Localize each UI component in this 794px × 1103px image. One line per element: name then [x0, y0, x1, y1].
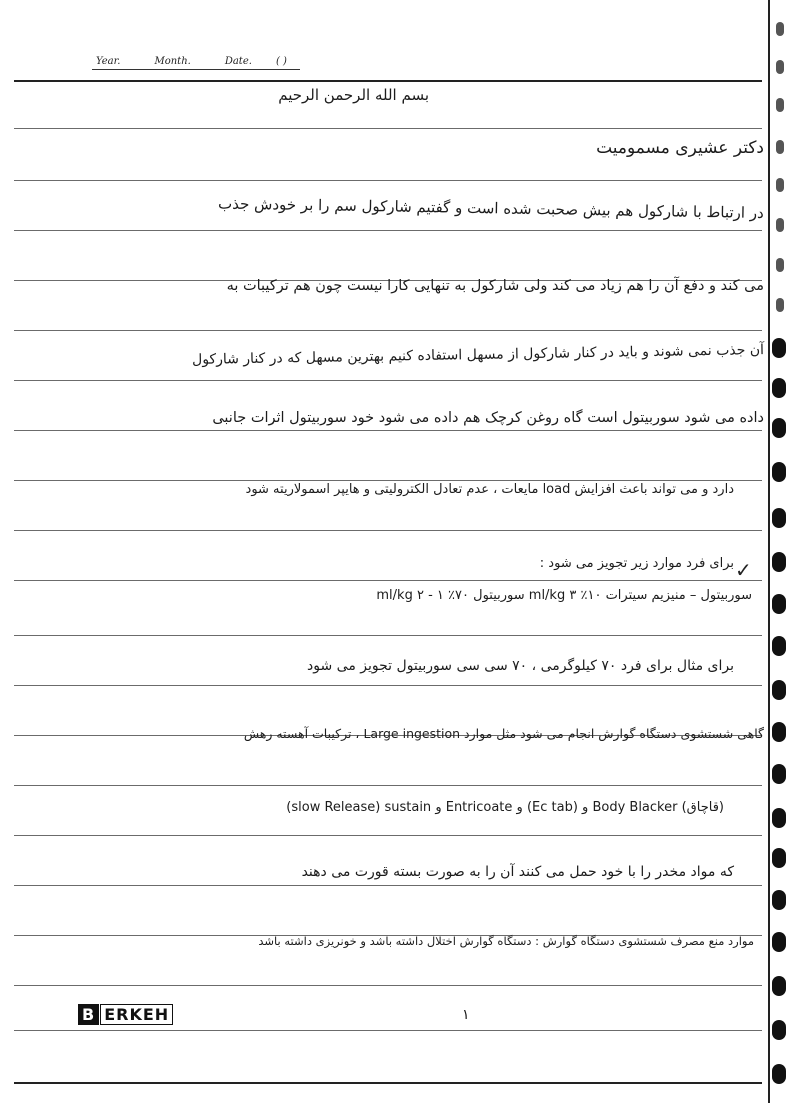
- date-label: Date.: [224, 56, 252, 67]
- punch-hole-icon: [772, 890, 786, 910]
- text-line: برای فرد موارد زیر تجویز می شود :: [539, 556, 734, 571]
- ruled-line: [14, 685, 762, 686]
- bismillah-line: بسم الله الرحمن الرحیم: [278, 86, 429, 104]
- text-line: در ارتباط با شارکول هم بیش صحبت شده است و گفتیم شارکول سم را بر خودش جذب: [218, 194, 765, 222]
- punch-hole-icon: [772, 722, 786, 742]
- punch-hole-icon: [772, 976, 786, 996]
- ruled-line: [14, 80, 762, 82]
- punch-hole-icon: [776, 22, 784, 36]
- punch-hole-icon: [772, 808, 786, 828]
- page-number: ۱: [462, 1007, 470, 1023]
- text-line: گاهی شستشوی دستگاه گوارش انجام می شود مثل موارد Large ingestion ، ترکیبات آهسته رهش: [243, 726, 764, 741]
- check-mark-icon: ✓: [735, 558, 752, 582]
- punch-hole-icon: [772, 1064, 786, 1084]
- ruled-line: [14, 835, 762, 836]
- ruled-line: [14, 985, 762, 986]
- ruled-line: [14, 580, 762, 581]
- text-line: (slow Release) sustain و Entricoate و (Ec tab) و Body Blacker (قاچاق): [286, 800, 724, 815]
- punch-hole-icon: [772, 1020, 786, 1040]
- punch-hole-icon: [776, 218, 784, 232]
- punch-hole-icon: [772, 636, 786, 656]
- punch-hole-icon: [772, 338, 786, 358]
- punch-hole-icon: [772, 848, 786, 868]
- punch-hole-icon: [776, 140, 784, 154]
- ruled-line: [14, 230, 762, 231]
- heading-line: دکتر عشیری مسمومیت: [596, 138, 764, 158]
- punch-hole-icon: [776, 98, 784, 112]
- ruled-line: [14, 785, 762, 786]
- year-label: Year.: [96, 56, 121, 67]
- ruled-line: [14, 180, 762, 181]
- punch-hole-icon: [772, 932, 786, 952]
- punch-hole-icon: [776, 258, 784, 272]
- text-line: برای مثال برای فرد ۷۰ کیلوگرمی ، ۷۰ سی سی سوربیتول تجویز می شود: [307, 658, 734, 674]
- ruled-line: [14, 1030, 762, 1031]
- ruled-line: [14, 480, 762, 481]
- punch-hole-icon: [776, 60, 784, 74]
- date-paren: ( ): [275, 56, 287, 67]
- punch-hole-icon: [772, 594, 786, 614]
- brand-logo: [78, 1004, 173, 1025]
- text-line: که مواد مخدر را با خود حمل می کنند آن را به صورت بسته قورت می دهند: [301, 864, 734, 880]
- month-label: Month.: [154, 56, 191, 67]
- text-line: می کند و دفع آن را هم زیاد می کند ولی شارکول به تنهایی کارا نیست چون هم ترکیبات به: [226, 278, 764, 294]
- text-line: دارد و می تواند باعث افزایش load مایعات ، عدم تعادل الکترولیتی و هایپر اسمولاریته شود: [245, 482, 734, 497]
- brand-name: ERKEH: [100, 1004, 173, 1025]
- ruled-line: [14, 885, 762, 886]
- binding-edge: [768, 0, 770, 1103]
- text-line: موارد منع مصرف شستشوی دستگاه گوارش : دستگاه گوارش اختلال داشته باشد و خونریزی داشته باشد: [258, 934, 754, 948]
- punch-hole-icon: [776, 178, 784, 192]
- ruled-line: [14, 128, 762, 129]
- text-line: داده می شود سوربیتول است گاه روغن کرچک هم داده می شود خود سوربیتول اثرات جانبی: [212, 410, 764, 426]
- ruled-line: [14, 430, 762, 431]
- ruled-line: [14, 635, 762, 636]
- brand-letter: B: [78, 1004, 99, 1025]
- punch-hole-icon: [772, 462, 786, 482]
- text-line: آن جذب نمی شوند و باید در کنار شارکول از مسهل استفاده کنیم بهترین مسهل که در کنار شارکول: [192, 342, 765, 368]
- header-underline: [92, 69, 300, 70]
- ruled-line: [14, 1082, 762, 1084]
- punch-hole-icon: [776, 298, 784, 312]
- ruled-line: [14, 380, 762, 381]
- dosage-line: سوربیتول – منیزیم سیترات ۱۰٪ ۳ ml/kg سوربیتول ۷۰٪ ۱ - ۲ ml/kg: [376, 588, 752, 603]
- ruled-line: [14, 530, 762, 531]
- punch-hole-icon: [772, 552, 786, 572]
- ruled-line: [14, 330, 762, 331]
- punch-hole-icon: [772, 508, 786, 528]
- punch-hole-icon: [772, 680, 786, 700]
- punch-hole-icon: [772, 378, 786, 398]
- date-header: [96, 56, 287, 67]
- punch-hole-icon: [772, 764, 786, 784]
- punch-hole-icon: [772, 418, 786, 438]
